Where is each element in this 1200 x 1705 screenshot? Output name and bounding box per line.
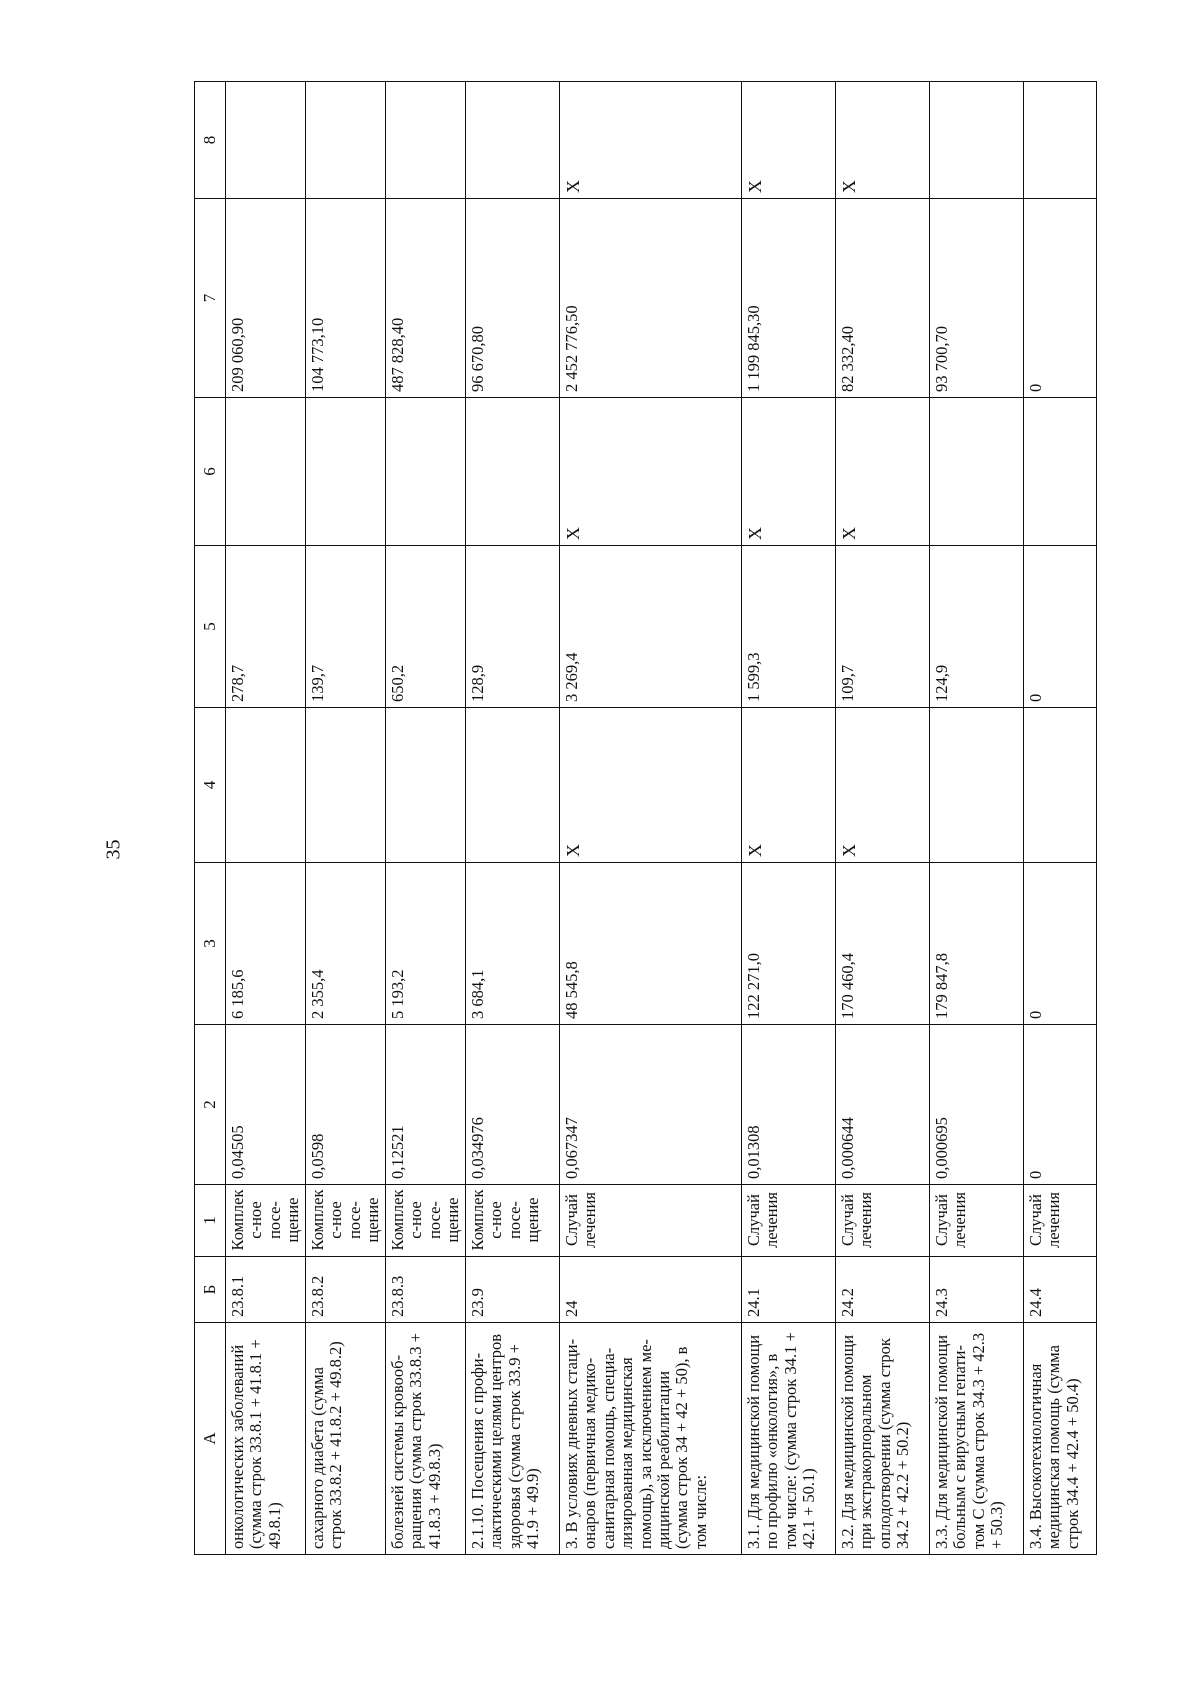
row-value-cell xyxy=(226,398,306,546)
row-value-cell: 650,2 xyxy=(385,546,465,708)
rotated-table-container xyxy=(194,82,1082,1555)
header-cell: 1 xyxy=(195,1185,226,1257)
header-cell: Б xyxy=(195,1257,226,1323)
row-value-cell: 0 xyxy=(1023,1025,1096,1185)
row-value-cell: 82 332,40 xyxy=(835,199,929,398)
table-row xyxy=(929,82,1023,1555)
row-value-cell: 170 460,4 xyxy=(835,863,929,1025)
row-code-cell: 23.8.3 xyxy=(385,1257,465,1323)
row-value-cell: 0 xyxy=(1023,199,1096,398)
row-name-cell: болезней системы кровооб-ращения (сумма строк 33.8.3 + 41.8.3 + 49.8.3) xyxy=(385,1323,465,1555)
row-value-cell: 2 452 776,50 xyxy=(559,199,741,398)
row-value-cell: 128,9 xyxy=(465,546,559,708)
row-value-cell xyxy=(305,708,385,863)
data-table xyxy=(194,81,1097,1555)
row-value-cell xyxy=(305,82,385,199)
header-cell: А xyxy=(195,1323,226,1555)
row-value-cell: 1 599,3 xyxy=(741,546,835,708)
row-code-cell: 23.8.2 xyxy=(305,1257,385,1323)
row-unit-cell: Случай лечения xyxy=(929,1185,1023,1257)
row-unit-cell: Случай лечения xyxy=(835,1185,929,1257)
table-row xyxy=(465,82,559,1555)
row-value-cell: 0,04505 xyxy=(226,1025,306,1185)
row-value-cell: 179 847,8 xyxy=(929,863,1023,1025)
row-value-cell: 0,000644 xyxy=(835,1025,929,1185)
row-name-cell: 3.3. Для медицинской помощи больным с вирусным гепати-том С (сумма строк 34.3 + 42.3 + 50.3) xyxy=(929,1323,1023,1555)
row-value-cell xyxy=(465,398,559,546)
row-value-cell: 104 773,10 xyxy=(305,199,385,398)
row-value-cell xyxy=(929,82,1023,199)
table-row xyxy=(559,82,741,1555)
row-code-cell: 24.4 xyxy=(1023,1257,1096,1323)
row-unit-cell: Комплекс-ное посе-щение xyxy=(465,1185,559,1257)
header-cell: 8 xyxy=(195,82,226,199)
row-value-cell xyxy=(226,708,306,863)
row-value-cell: 0 xyxy=(1023,546,1096,708)
row-value-cell: 3 684,1 xyxy=(465,863,559,1025)
row-value-cell: 122 271,0 xyxy=(741,863,835,1025)
row-value-cell: 0,000695 xyxy=(929,1025,1023,1185)
row-value-cell xyxy=(305,398,385,546)
row-value-cell: 0 xyxy=(1023,863,1096,1025)
header-cell: 2 xyxy=(195,1025,226,1185)
row-value-cell: 487 828,40 xyxy=(385,199,465,398)
header-cell: 5 xyxy=(195,546,226,708)
row-unit-cell: Комплекс-ное посе-щение xyxy=(305,1185,385,1257)
row-code-cell: 24 xyxy=(559,1257,741,1323)
row-name-cell: 3.1. Для медицинской помощи по профилю «онкология», в том числе: (сумма строк 34.1 + 42.1 + 50.1) xyxy=(741,1323,835,1555)
row-value-cell: 209 060,90 xyxy=(226,199,306,398)
table-row xyxy=(741,82,835,1555)
row-value-cell xyxy=(385,398,465,546)
header-cell: 3 xyxy=(195,863,226,1025)
row-value-cell xyxy=(385,82,465,199)
table-row xyxy=(1023,82,1096,1555)
row-value-cell: Х xyxy=(741,82,835,199)
row-value-cell: Х xyxy=(741,708,835,863)
row-name-cell: 3.4. Высокотехнологичная медицинская помощь (сумма строк 34.4 + 42.4 + 50.4) xyxy=(1023,1323,1096,1555)
row-value-cell: 109,7 xyxy=(835,546,929,708)
page-number: 35 xyxy=(102,839,125,860)
row-code-cell: 24.3 xyxy=(929,1257,1023,1323)
row-unit-cell: Случай лечения xyxy=(1023,1185,1096,1257)
row-value-cell xyxy=(465,82,559,199)
row-value-cell xyxy=(929,398,1023,546)
row-value-cell xyxy=(929,708,1023,863)
row-name-cell: онкологических заболеваний (сумма строк 33.8.1 + 41.8.1 + 49.8.1) xyxy=(226,1323,306,1555)
row-name-cell: сахарного диабета (сумма строк 33.8.2 + 41.8.2 + 49.8.2) xyxy=(305,1323,385,1555)
row-value-cell: 3 269,4 xyxy=(559,546,741,708)
row-value-cell: Х xyxy=(559,398,741,546)
row-value-cell: 0,0598 xyxy=(305,1025,385,1185)
row-value-cell: 48 545,8 xyxy=(559,863,741,1025)
row-code-cell: 23.9 xyxy=(465,1257,559,1323)
row-value-cell xyxy=(1023,398,1096,546)
row-unit-cell: Случай лечения xyxy=(741,1185,835,1257)
row-value-cell xyxy=(465,708,559,863)
header-row xyxy=(195,82,226,1555)
table-row xyxy=(305,82,385,1555)
header-cell: 6 xyxy=(195,398,226,546)
header-cell: 7 xyxy=(195,199,226,398)
row-value-cell: 278,7 xyxy=(226,546,306,708)
row-value-cell: Х xyxy=(741,398,835,546)
row-value-cell: Х xyxy=(835,82,929,199)
row-code-cell: 23.8.1 xyxy=(226,1257,306,1323)
row-value-cell: 96 670,80 xyxy=(465,199,559,398)
row-value-cell: 2 355,4 xyxy=(305,863,385,1025)
row-value-cell: Х xyxy=(559,708,741,863)
header-cell: 4 xyxy=(195,708,226,863)
row-name-cell: 3. В условиях дневных стаци-онаров (первичная медико-санитарная помощь, специа-лизированная медицинская помощь), за исключением ме-дицинской реабилитации (сумма строк 34 + 42 + 50), в том числе: xyxy=(559,1323,741,1555)
row-unit-cell: Случай лечения xyxy=(559,1185,741,1257)
row-value-cell xyxy=(1023,708,1096,863)
row-value-cell: 0,067347 xyxy=(559,1025,741,1185)
row-name-cell: 2.1.10. Посещения с профи-лактическими целями центров здоровья (сумма строк 33.9 + 41.9 + 49.9) xyxy=(465,1323,559,1555)
row-value-cell: Х xyxy=(559,82,741,199)
row-value-cell: 124,9 xyxy=(929,546,1023,708)
row-value-cell: 6 185,6 xyxy=(226,863,306,1025)
row-value-cell: 139,7 xyxy=(305,546,385,708)
row-unit-cell: Комплекс-ное посе-щение xyxy=(385,1185,465,1257)
table-row xyxy=(226,82,306,1555)
table-row xyxy=(835,82,929,1555)
row-name-cell: 3.2. Для медицинской помощи при экстракорпоральном оплодотворении (сумма строк 34.2 + 42.2 + 50.2) xyxy=(835,1323,929,1555)
row-value-cell: 1 199 845,30 xyxy=(741,199,835,398)
row-value-cell: 93 700,70 xyxy=(929,199,1023,398)
row-unit-cell: Комплекс-ное посе-щение xyxy=(226,1185,306,1257)
row-value-cell: Х xyxy=(835,708,929,863)
row-value-cell: 0,034976 xyxy=(465,1025,559,1185)
table-row xyxy=(385,82,465,1555)
row-code-cell: 24.1 xyxy=(741,1257,835,1323)
row-value-cell xyxy=(385,708,465,863)
row-value-cell xyxy=(1023,82,1096,199)
row-value-cell: 0,01308 xyxy=(741,1025,835,1185)
row-value-cell: Х xyxy=(835,398,929,546)
row-value-cell: 0,12521 xyxy=(385,1025,465,1185)
row-value-cell: 5 193,2 xyxy=(385,863,465,1025)
row-value-cell xyxy=(226,82,306,199)
row-code-cell: 24.2 xyxy=(835,1257,929,1323)
